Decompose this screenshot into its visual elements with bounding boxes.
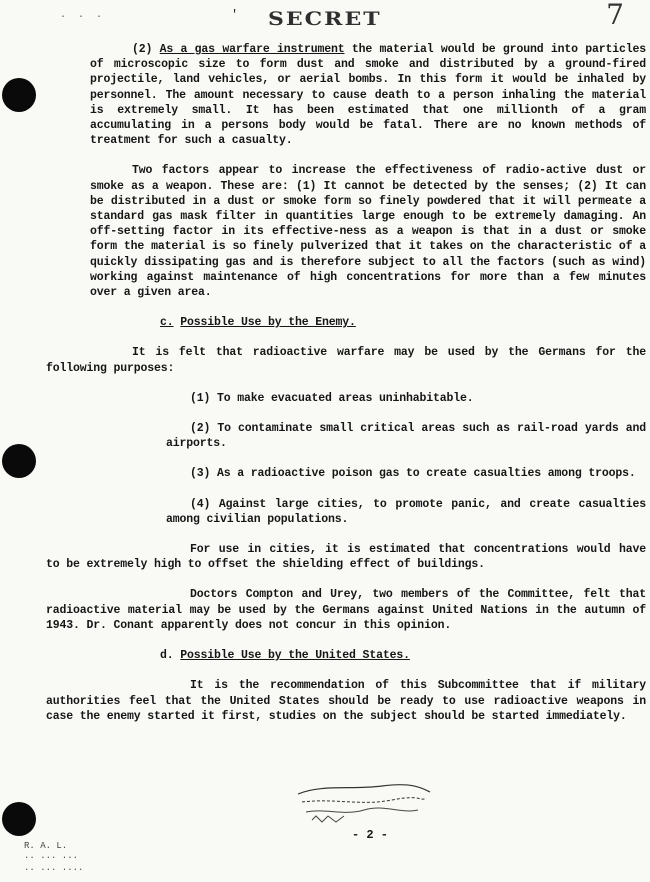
list-item: (1) To make evacuated areas uninhabitable. xyxy=(190,391,474,405)
paragraph-gas-warfare xyxy=(90,42,646,148)
section-c-heading xyxy=(90,315,646,330)
scan-specks: · · · xyxy=(60,12,106,23)
section-d-heading xyxy=(90,648,646,663)
page-number: - 2 - xyxy=(352,828,389,842)
paragraph-recommendation: It is the recommendation of this Subcommittee that if military authorities feel that the United States should be ready to use radioactive weapons in case the enemy started it first, studies on the subject should be started immediately. xyxy=(46,679,646,723)
section-label: c. xyxy=(160,316,174,330)
scan-mark: ' xyxy=(231,8,239,22)
signature-scribble xyxy=(292,780,432,826)
paragraph-compton-urey: Doctors Compton and Urey, two members of the Committee, felt that radioactive material may be used by the Germans against United Nations in the autumn of 1943. Dr. Conant apparently does not concur in this opinion. xyxy=(46,588,646,632)
footer-line: R. A. L. xyxy=(24,841,68,851)
footer-line: ·· ··· ··· xyxy=(24,853,79,863)
classification-stamp: SECRET xyxy=(268,7,382,31)
punch-hole xyxy=(2,444,36,478)
section-title: Possible Use by the Enemy. xyxy=(180,316,356,330)
document-body xyxy=(46,42,646,724)
punch-hole xyxy=(2,802,36,836)
paragraph-enemy-use: It is felt that radioactive warfare may be used by the Germans for the following purposes: xyxy=(46,346,646,375)
list-item: (2) To contaminate small critical areas such as rail-road yards and airports. xyxy=(166,422,646,451)
handwritten-page-number: 7 xyxy=(606,0,624,31)
footer-line: ·· ··· ···· xyxy=(24,865,84,875)
list-item: (4) Against large cities, to promote panic, and create casualties among civilian populations. xyxy=(166,497,646,526)
footer-notes xyxy=(24,840,83,876)
paragraph-two-factors: Two factors appear to increase the effectiveness of radio-active dust or smoke as a weapon. These are: (1) It cannot be detected by the senses; (2) It can be distributed in a dust or smoke form so finely powdered that it will permeate a standard gas mask filter in quantities large enough to be extremely damaging. An off-setting factor in its effective-ness as a weapon is that in a dust or smoke form the material is so finely pulverized that it takes on the characteristic of a quickly dissipating gas and is therefore subject to all the factors (such as wind) working against maintenance of high concentrations for more than a few minutes over a given area. xyxy=(90,164,646,300)
paragraph-heading: As a gas warfare instrument xyxy=(159,43,345,56)
punch-hole xyxy=(2,78,36,112)
item-label: (2) xyxy=(132,43,153,56)
section-title: Possible Use by the United States. xyxy=(180,649,410,663)
section-label: d. xyxy=(160,649,174,663)
paragraph-cities: For use in cities, it is estimated that concentrations would have to be extremely high to offset the shielding effect of buildings. xyxy=(46,543,646,572)
list-item: (3) As a radioactive poison gas to create casualties among troops. xyxy=(190,467,636,481)
paragraph-text: the material would be ground into particles of microscopic size to form dust and smoke and distributed by a ground-fired projectile, land vehicles, or aerial bombs. In this form it would be inhaled by personnel. The amount necessary to cause death to a person inhaling the material is extremely small. It has been estimated that one millionth of a gram accumulating in a persons body would be fatal. There are no known methods of treatment for such a casualty. xyxy=(90,43,646,148)
